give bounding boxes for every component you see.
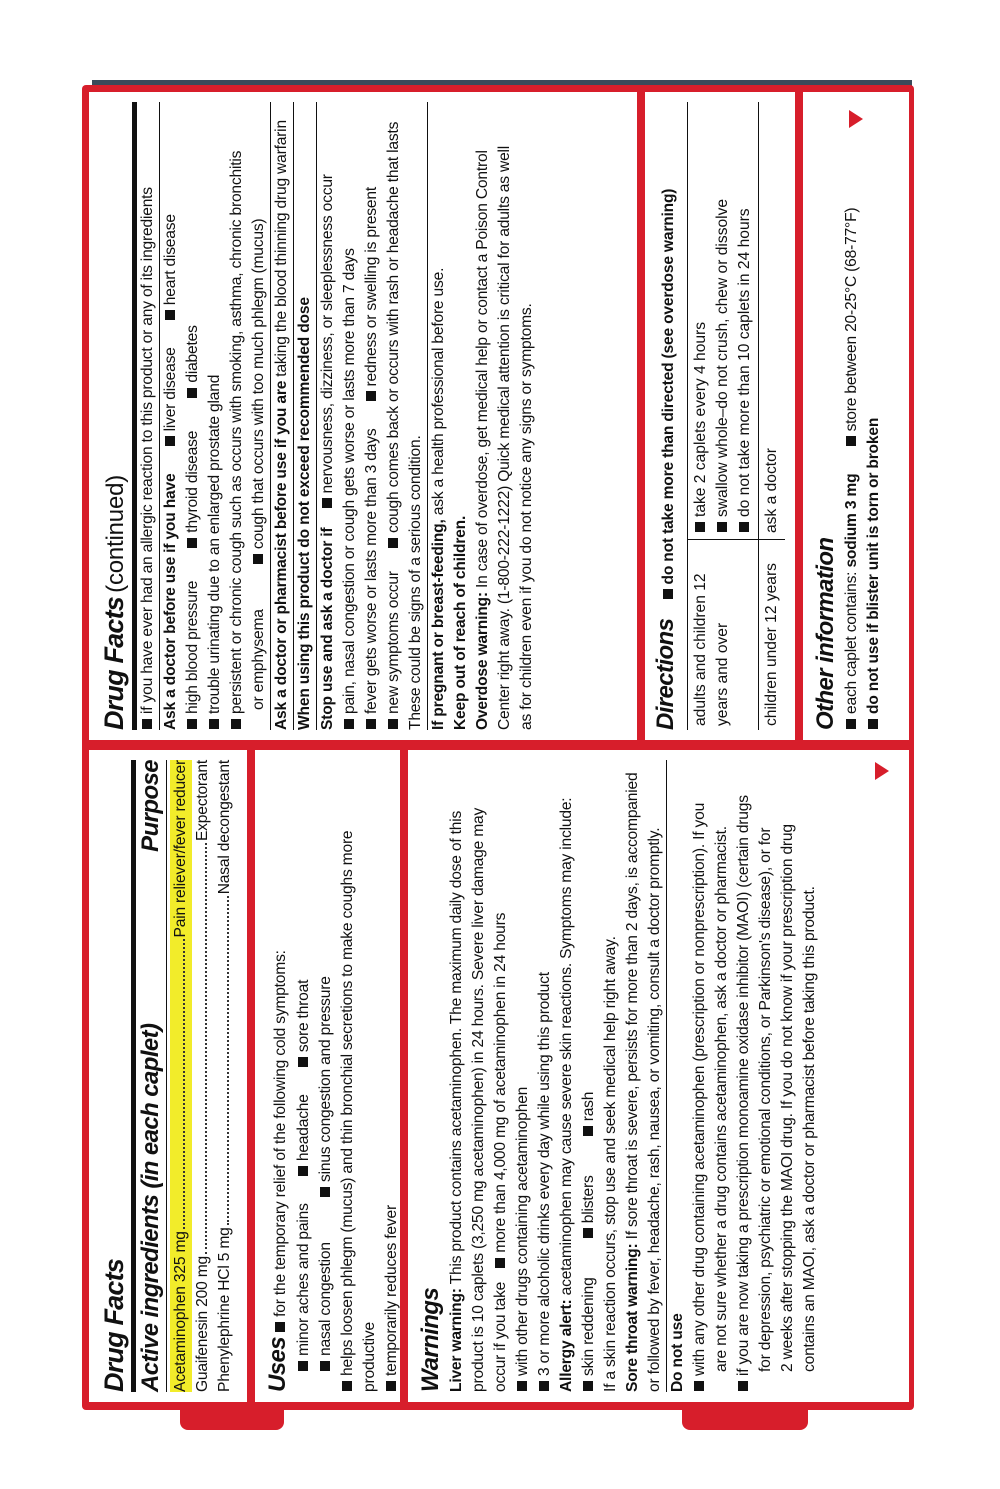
bullet-icon	[298, 1361, 308, 1371]
stop-use-item: new symptoms occur	[385, 571, 402, 714]
bullet-icon	[583, 1228, 593, 1238]
pregnant-heading: If pregnant or breast-feeding,	[430, 519, 447, 730]
bullet-icon	[846, 719, 856, 729]
ask-doctor-item: trouble urinating due to an enlarged prostate gland	[206, 374, 223, 714]
bullet-icon	[320, 1361, 330, 1371]
use-item: nasal congestion	[317, 1242, 334, 1356]
active-ingredients-header	[136, 760, 167, 1392]
bullet-icon	[583, 1126, 593, 1136]
dose-instruction: ask a doctor	[763, 448, 780, 533]
ask-pharmacist-text: taking the blood thinning drug warfarin	[273, 120, 290, 377]
use-item: headache	[295, 1094, 312, 1162]
allergy-alert-label: Allergy alert:	[558, 1299, 575, 1392]
uses-intro: for the temporary relief of the following cold symptoms:	[272, 950, 289, 1317]
pregnant-text: ask a health professional before use.	[430, 267, 447, 516]
bullet-icon	[583, 1381, 593, 1391]
package-tab-right	[682, 1398, 808, 1430]
blister-warning: do not use if blister unit is torn or broken	[865, 417, 882, 714]
use-item: sinus congestion and pressure	[317, 976, 334, 1183]
sodium-value: sodium 3 mg	[843, 473, 860, 568]
continue-arrow-icon	[849, 110, 863, 128]
overdose-text: In case of overdose, get medical help or contact a Poison Control	[474, 150, 491, 589]
age-group-label: adults and children 12 years and over	[688, 539, 758, 730]
bullet-icon	[165, 310, 175, 320]
stop-use-item: redness or swelling is present	[363, 187, 380, 387]
ask-doctor-item: heart disease	[162, 214, 179, 306]
active-ingredients-panel	[89, 750, 247, 1402]
ingredient-row	[192, 760, 214, 1392]
directions-panel	[645, 92, 795, 740]
bullet-icon	[231, 719, 241, 729]
bullet-icon	[695, 522, 705, 532]
bullet-icon	[344, 719, 354, 729]
do-not-use-heading: Do not use	[669, 1313, 686, 1392]
ingredient-row	[170, 760, 192, 1392]
bullet-icon	[209, 719, 219, 729]
ingredient-purpose: Pain reliever/fever reducer	[172, 760, 189, 938]
bullet-icon	[298, 1166, 308, 1176]
table-row	[759, 102, 785, 730]
do-not-use-item: 2 weeks after stopping the MAOI drug. If you do not know if your prescription drug	[779, 824, 796, 1372]
serious-condition-note: These could be signs of a serious condition.	[405, 102, 428, 730]
do-not-use-item: if you are now taking a prescription monoamine oxidase inhibitor (MAOI) (certain drugs	[735, 795, 752, 1376]
bullet-icon	[694, 1381, 704, 1391]
age-group-label: children under 12 years	[759, 539, 785, 730]
uses-heading: Uses	[264, 1337, 291, 1392]
bullet-icon	[298, 1057, 308, 1067]
warnings-panel	[408, 750, 909, 1402]
bullet-icon	[187, 388, 197, 398]
ask-doctor-item: or emphysema	[250, 609, 267, 710]
overdose-text: as for children even if you do not notice any signs or symptoms.	[518, 303, 535, 730]
bullet-icon	[663, 589, 673, 599]
warnings-heading: Warnings	[417, 1287, 444, 1392]
allergy-alert-text: acetaminophen may cause severe skin reactions. Symptoms may include:	[558, 797, 575, 1296]
stop-use-item: pain, nasal congestion or cough gets worse or lasts more than 7 days	[341, 248, 358, 714]
do-not-use-item: contains an MAOI, ask a doctor or pharmacist before taking this product.	[801, 886, 818, 1372]
skin-symptom: blisters	[580, 1175, 597, 1224]
bullet-icon	[388, 719, 398, 729]
liver-warning-item: with other drugs containing acetaminophen	[514, 1086, 531, 1376]
stop-use-item: cough comes back or occurs with rash or headache that lasts	[385, 121, 402, 533]
ask-doctor-item: thyroid disease	[184, 430, 201, 533]
bullet-icon	[275, 1322, 285, 1332]
ingredient-name: Acetaminophen 325 mg	[172, 1231, 189, 1392]
bullet-icon	[495, 1258, 505, 1268]
liver-warning-text: This product contains acetaminophen. The maximum daily dose of this	[448, 810, 465, 1285]
bullet-icon	[320, 1187, 330, 1197]
directions-table	[687, 102, 785, 730]
skin-symptom: skin reddening	[580, 1277, 597, 1376]
drug-facts-continued-panel	[89, 92, 637, 740]
liver-warning-item: more than 4,000 mg of acetaminophen in 24 hours	[492, 912, 509, 1253]
ingredient-row	[214, 760, 236, 1392]
sore-throat-label: Sore throat warning:	[624, 1243, 641, 1392]
bullet-icon	[386, 1381, 396, 1391]
bullet-icon	[738, 1381, 748, 1391]
purpose-heading: Purpose	[137, 760, 164, 852]
liver-warning-item: 3 or more alcoholic drinks every day while using this product	[536, 972, 553, 1376]
ask-doctor-item: liver disease	[162, 347, 179, 432]
skin-symptom: rash	[580, 1091, 597, 1122]
keep-out-of-reach: Keep out of reach of children.	[452, 515, 469, 730]
bullet-icon	[366, 391, 376, 401]
ask-doctor-item: persistent or chronic cough such as occurs with smoking, asthma, chronic bronchitis	[228, 150, 245, 714]
dose-instruction: swallow whole–do not crush, chew or dissolve	[714, 198, 731, 517]
stop-use-item: fever gets worse or lasts more than 3 days	[363, 428, 380, 714]
use-item: helps loosen phlegm (mucus) and thin bronchial secretions to make coughs more productive	[339, 830, 378, 1392]
bullet-icon	[342, 1381, 352, 1391]
sore-throat-text: or followed by fever, headache, rash, nausea, or vomiting, consult a doctor promptly.	[644, 760, 667, 1392]
liver-warning-text: occur if you take	[492, 1281, 509, 1392]
ask-doctor-item: diabetes	[184, 325, 201, 383]
directions-heading: Directions	[652, 618, 679, 730]
ingredient-purpose: Nasal decongestant	[216, 760, 233, 895]
do-not-use-item: with any other drug containing acetaminophen (prescription or nonprescription). If you	[691, 802, 708, 1376]
sodium-text: each caplet contains:	[843, 571, 860, 714]
drug-facts-continued-title: Drug Facts	[99, 596, 129, 730]
bullet-icon	[868, 719, 878, 729]
active-ingredients-heading: Active ingredients (in each caplet)	[137, 1023, 164, 1392]
bullet-icon	[539, 1381, 549, 1391]
uses-panel	[255, 750, 400, 1402]
when-using-heading: When using this product do not exceed recommended dose	[294, 102, 317, 730]
stop-use-heading: Stop use and ask a doctor if	[319, 527, 336, 730]
liver-warning-label: Liver warning:	[448, 1288, 465, 1392]
bullet-icon	[739, 522, 749, 532]
bullet-icon	[187, 719, 197, 729]
ask-doctor-item: high blood pressure	[184, 580, 201, 714]
ingredient-name: Guaifenesin 200 mg	[194, 1256, 211, 1392]
ingredient-name: Phenylephrine HCl 5 mg	[216, 1227, 233, 1392]
overdose-text: Center right away. (1-800-222-1222) Quick medical attention is critical for adults as well	[496, 145, 513, 730]
bullet-icon	[253, 554, 263, 564]
bullet-icon	[142, 719, 152, 729]
use-item: temporarily reduces fever	[383, 1205, 400, 1376]
bullet-icon	[846, 436, 856, 446]
ask-doctor-item: cough that occurs with too much phlegm (mucus)	[250, 218, 267, 550]
table-row	[688, 102, 759, 730]
overdose-warning-label: Overdose warning:	[474, 592, 491, 730]
bullet-icon	[322, 499, 332, 509]
bullet-icon	[366, 719, 376, 729]
drug-facts-label	[89, 92, 909, 1402]
dose-instruction: take 2 caplets every 4 hours	[692, 321, 709, 517]
continue-arrow-icon	[875, 762, 889, 780]
allergic-reaction-text: if you have ever had an allergic reaction to this product or any of its ingredients	[139, 187, 156, 714]
dose-instruction: do not take more than 10 caplets in 24 hours	[736, 208, 753, 517]
ask-doctor-heading: Ask a doctor before use if you have	[162, 473, 179, 730]
skin-reaction-text: If a skin reaction occurs, stop use and seek medical help right away.	[602, 936, 619, 1392]
drug-facts-title: Drug Facts	[97, 760, 136, 1392]
directions-warning: do not take more than directed (see overdose warning)	[660, 188, 677, 585]
ask-pharmacist-heading: Ask a doctor or pharmacist before use if you are	[273, 380, 290, 730]
bullet-icon	[517, 1381, 527, 1391]
bullet-icon	[388, 538, 398, 548]
other-information-heading: Other information	[812, 537, 839, 730]
stop-use-item: nervousness, dizziness, or sleeplessness occur	[319, 174, 336, 494]
use-item: minor aches and pains	[295, 1203, 312, 1356]
bullet-icon	[187, 538, 197, 548]
liver-warning-text: product is 10 caplets (3,250 mg acetaminophen) in 24 hours. Severe liver damage may	[470, 807, 487, 1392]
other-information-panel	[803, 92, 909, 740]
storage-text: store between 20-25°C (68-77°F)	[843, 207, 860, 432]
do-not-use-item: are not sure whether a drug contains acetaminophen, ask a doctor or pharmacist.	[713, 826, 730, 1372]
use-item: sore throat	[295, 979, 312, 1053]
continued-label: (continued)	[102, 474, 129, 593]
sore-throat-text: If sore throat is severe, persists for more than 2 days, is accompanied	[624, 772, 641, 1240]
ingredient-purpose: Expectorant	[194, 760, 211, 842]
bullet-icon	[165, 436, 175, 446]
bullet-icon	[717, 522, 727, 532]
do-not-use-item: for depression, psychiatric or emotional conditions, or Parkinson's disease), or for	[757, 827, 774, 1372]
package-tab-left	[180, 1398, 284, 1430]
